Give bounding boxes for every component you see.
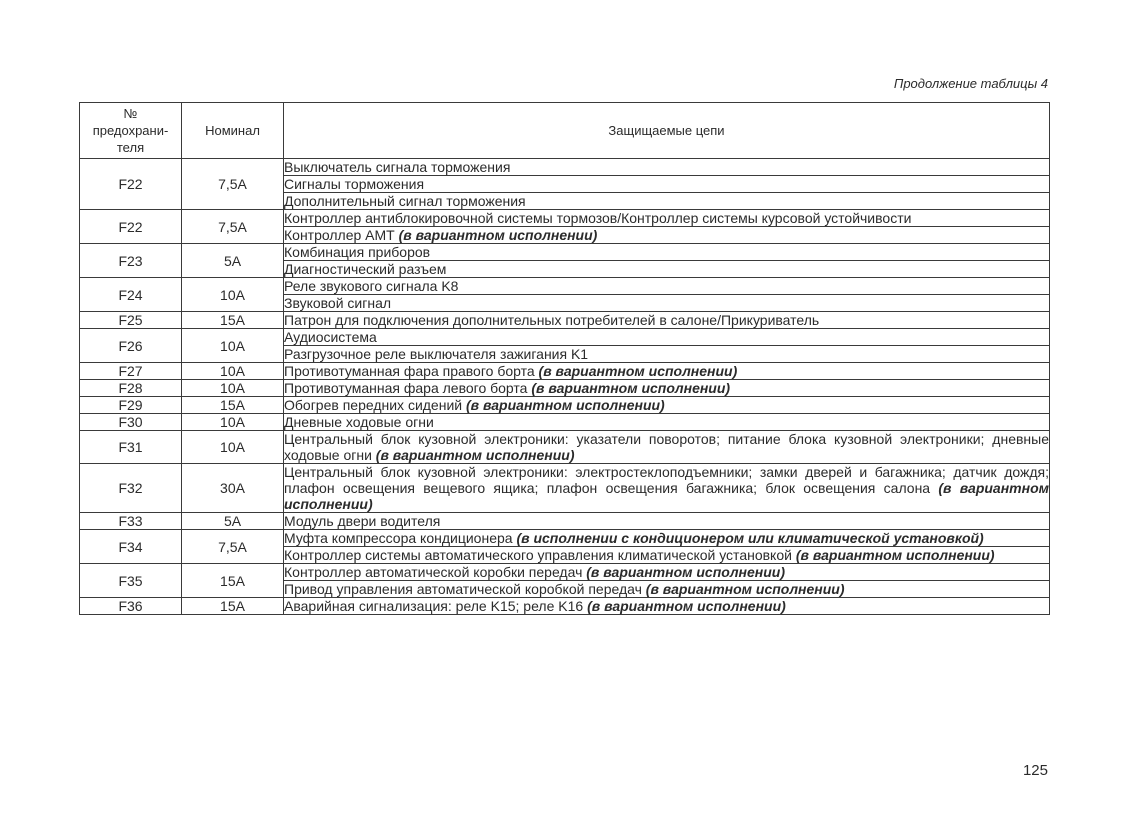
fuse-number-cell: F36 xyxy=(80,598,182,615)
circuit-cell xyxy=(284,598,1050,615)
circuit-text: Звуковой сигнал xyxy=(284,295,392,311)
circuit-cell xyxy=(284,581,1050,598)
circuit-cell xyxy=(284,159,1050,176)
table-row xyxy=(80,312,1050,329)
header-circuits: Защищаемые цепи xyxy=(284,103,1050,159)
fuse-rating-cell: 15А xyxy=(182,564,284,598)
fuse-number-cell: F29 xyxy=(80,397,182,414)
circuit-text: Сигналы торможения xyxy=(284,176,425,192)
circuit-text: Центральный блок кузовной электроники: указатели поворотов; питание блока кузовной электроники; дневные ходовые огни xyxy=(284,431,1049,463)
circuit-cell xyxy=(284,312,1050,329)
circuit-text: Модуль двери водителя xyxy=(284,513,441,529)
circuit-note: (в вариантном исполнении) xyxy=(375,447,575,463)
circuit-text: Реле звукового сигнала K8 xyxy=(284,278,459,294)
circuit-text: Противотуманная фара левого борта xyxy=(284,380,528,396)
circuit-text: Контроллер антиблокировочной системы тормозов/Контроллер системы курсовой устойчивости xyxy=(284,210,912,226)
fuse-rating-cell: 5А xyxy=(182,513,284,530)
fuse-rating-cell: 7,5А xyxy=(182,159,284,210)
fuse-number-cell: F23 xyxy=(80,244,182,278)
circuit-text: Аварийная сигнализация: реле K15; реле K16 xyxy=(284,598,584,614)
circuit-text: Дневные ходовые огни xyxy=(284,414,434,430)
circuit-cell xyxy=(284,244,1050,261)
table-row xyxy=(80,210,1050,227)
circuit-cell xyxy=(284,414,1050,431)
fuse-number-cell: F31 xyxy=(80,431,182,464)
circuit-text: Разгрузочное реле выключателя зажигания K1 xyxy=(284,346,589,362)
fuse-rating-cell: 7,5А xyxy=(182,210,284,244)
circuit-text: Противотуманная фара правого борта xyxy=(284,363,535,379)
fuse-rating-cell: 15А xyxy=(182,312,284,329)
circuit-cell xyxy=(284,346,1050,363)
fuse-rating-cell: 10А xyxy=(182,278,284,312)
circuit-cell xyxy=(284,530,1050,547)
table-row xyxy=(80,278,1050,295)
fuse-number-cell: F30 xyxy=(80,414,182,431)
circuit-cell xyxy=(284,397,1050,414)
fuse-number-cell: F24 xyxy=(80,278,182,312)
circuit-note: (в вариантном исполнении) xyxy=(586,564,785,580)
fuse-rating-cell: 5А xyxy=(182,244,284,278)
table-row xyxy=(80,329,1050,346)
fuse-number-cell: F26 xyxy=(80,329,182,363)
fuse-rating-cell: 10А xyxy=(182,414,284,431)
circuit-text: Патрон для подключения дополнительных потребителей в салоне/Прикуриватель xyxy=(284,312,820,328)
circuit-text: Аудиосистема xyxy=(284,329,377,345)
header-fuse-number-text: № предохрани- теля xyxy=(92,106,169,155)
fuse-rating-cell: 10А xyxy=(182,363,284,380)
circuit-note: (в вариантном исполнении) xyxy=(284,480,1049,512)
table-caption: Продолжение таблицы 4 xyxy=(893,76,1048,91)
circuit-text: Обогрев передних сидений xyxy=(284,397,463,413)
circuit-cell xyxy=(284,193,1050,210)
circuit-cell xyxy=(284,278,1050,295)
table-row xyxy=(80,397,1050,414)
circuit-text: Контроллер автоматической коробки передач xyxy=(284,564,583,580)
fuse-rating-cell: 10А xyxy=(182,380,284,397)
table-row xyxy=(80,431,1050,464)
circuit-cell xyxy=(284,513,1050,530)
circuit-text: Привод управления автоматической коробкой передач xyxy=(284,581,642,597)
circuit-cell xyxy=(284,564,1050,581)
table-header-row xyxy=(80,103,1050,159)
circuit-cell xyxy=(284,363,1050,380)
circuit-cell xyxy=(284,261,1050,278)
table-row xyxy=(80,598,1050,615)
circuit-cell xyxy=(284,431,1050,464)
fuse-rating-cell: 10А xyxy=(182,431,284,464)
circuit-text: Контроллер АМТ xyxy=(284,227,395,243)
fuse-number-cell: F35 xyxy=(80,564,182,598)
fuse-table xyxy=(79,102,1050,615)
circuit-note: (в вариантном исполнении) xyxy=(531,380,731,396)
circuit-cell xyxy=(284,464,1050,513)
table-row xyxy=(80,244,1050,261)
fuse-rating-cell: 30А xyxy=(182,464,284,513)
circuit-cell xyxy=(284,210,1050,227)
circuit-note: (в исполнении с кондиционером или климатической установкой) xyxy=(516,530,984,546)
header-rating: Номинал xyxy=(182,103,284,159)
fuse-number-cell: F32 xyxy=(80,464,182,513)
table-row xyxy=(80,159,1050,176)
fuse-number-cell: F22 xyxy=(80,159,182,210)
fuse-rating-cell: 10А xyxy=(182,329,284,363)
fuse-rating-cell: 15А xyxy=(182,397,284,414)
table-row xyxy=(80,564,1050,581)
circuit-note: (в вариантном исполнении) xyxy=(398,227,598,243)
table-row xyxy=(80,414,1050,431)
circuit-cell xyxy=(284,380,1050,397)
circuit-cell xyxy=(284,227,1050,244)
fuse-number-cell: F25 xyxy=(80,312,182,329)
fuse-number-cell: F27 xyxy=(80,363,182,380)
circuit-text: Контроллер системы автоматического управления климатической установкой xyxy=(284,547,792,563)
fuse-number-cell: F28 xyxy=(80,380,182,397)
circuit-cell xyxy=(284,176,1050,193)
circuit-text: Диагностический разъем xyxy=(284,261,447,277)
table-row xyxy=(80,530,1050,547)
circuit-note: (в вариантном исполнении) xyxy=(587,598,786,614)
table-row xyxy=(80,464,1050,513)
table-row xyxy=(80,380,1050,397)
circuit-text: Центральный блок кузовной электроники: электростеклоподъемники; замки дверей и багажника; датчик дождя; плафон освещения вещевого ящика; плафон освещения багажника; блок освещения салона xyxy=(284,464,1049,496)
circuit-cell xyxy=(284,295,1050,312)
fuse-number-cell: F34 xyxy=(80,530,182,564)
circuit-text: Выключатель сигнала торможения xyxy=(284,159,511,175)
circuit-note: (в вариантном исполнении) xyxy=(465,397,665,413)
fuse-rating-cell: 7,5А xyxy=(182,530,284,564)
fuse-number-cell: F33 xyxy=(80,513,182,530)
header-fuse-number xyxy=(80,103,182,159)
table-row xyxy=(80,363,1050,380)
circuit-text: Муфта компрессора кондиционера xyxy=(284,530,513,546)
table-row xyxy=(80,513,1050,530)
circuit-note: (в вариантном исполнении) xyxy=(645,581,845,597)
circuit-cell xyxy=(284,547,1050,564)
circuit-text: Дополнительный сигнал торможения xyxy=(284,193,526,209)
circuit-text: Комбинация приборов xyxy=(284,244,431,260)
fuse-number-cell: F22 xyxy=(80,210,182,244)
page-number: 125 xyxy=(1022,762,1048,779)
circuit-note: (в вариантном исполнении) xyxy=(795,547,995,563)
circuit-note: (в вариантном исполнении) xyxy=(538,363,738,379)
fuse-rating-cell: 15А xyxy=(182,598,284,615)
circuit-cell xyxy=(284,329,1050,346)
